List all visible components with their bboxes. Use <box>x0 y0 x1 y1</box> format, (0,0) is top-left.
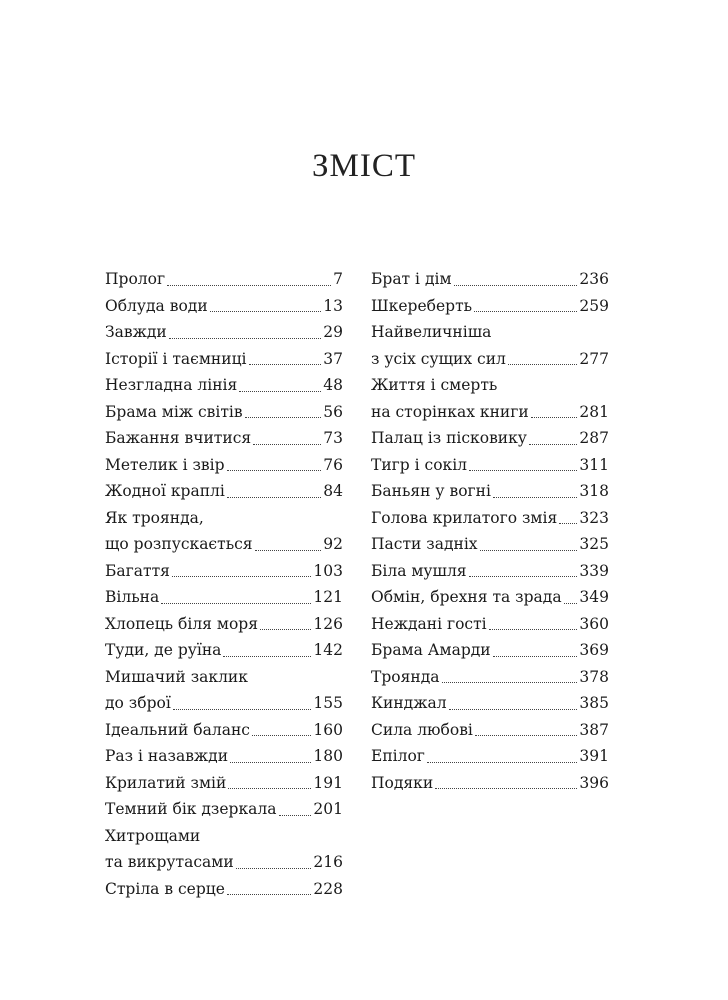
toc-page-number: 360 <box>579 614 609 633</box>
toc-entry[interactable] <box>105 425 343 452</box>
toc-entry-title: Мишачий заклик <box>105 667 248 686</box>
dot-leader <box>469 576 578 577</box>
dot-leader <box>559 523 577 524</box>
toc-page-number: 76 <box>323 455 343 474</box>
page-title: ЗМІСТ <box>311 148 417 184</box>
toc-entry[interactable] <box>371 425 609 452</box>
toc-entry[interactable] <box>105 478 343 505</box>
toc-entry[interactable] <box>371 531 609 558</box>
toc-page-number: 155 <box>313 694 343 712</box>
dot-leader <box>173 709 312 710</box>
toc-entry-title: Тигр і сокіл <box>371 455 468 474</box>
toc-entry-title: Темний бік дзеркала <box>105 800 277 818</box>
toc-entry-title: Найвеличніша <box>371 323 492 341</box>
toc-page-number: 126 <box>313 614 343 633</box>
toc-entry[interactable] <box>105 452 343 479</box>
toc-entry[interactable] <box>371 770 609 797</box>
toc-entry[interactable] <box>371 584 609 611</box>
toc-page-number: 287 <box>579 429 609 447</box>
toc-right-column <box>371 266 609 796</box>
toc-entry-title: Раз і назавжди <box>105 747 229 765</box>
toc-entry[interactable] <box>105 293 343 320</box>
dot-leader <box>161 603 311 604</box>
toc-page-number: 160 <box>313 720 343 739</box>
toc-entry-title: Троянда <box>371 667 440 686</box>
dot-leader <box>249 364 322 365</box>
toc-entry-title: Обмін, брехня та зрада <box>371 588 562 606</box>
toc-entry[interactable] <box>371 266 609 293</box>
dot-leader <box>529 444 577 445</box>
toc-entry-title: на сторінках книги <box>371 402 529 421</box>
dot-leader <box>469 470 577 471</box>
toc-entry-title: Кинджал <box>371 694 447 712</box>
toc-entry-title: Вільна <box>105 588 160 606</box>
toc-entry-title: Бажання вчитися <box>105 429 252 447</box>
toc-page-number: 259 <box>579 296 609 315</box>
toc-page-number: 142 <box>313 641 343 659</box>
toc-page-number: 13 <box>323 296 343 315</box>
toc-page-number: 318 <box>579 482 609 500</box>
toc-page-number: 29 <box>323 323 343 341</box>
toc-page-number: 48 <box>323 376 343 394</box>
dot-leader <box>236 868 312 869</box>
toc-entry-title: Ідеальний баланс <box>105 720 250 739</box>
toc-entry-title: Хитрощами <box>105 826 201 845</box>
dot-leader <box>508 364 578 365</box>
toc-entry-title: Шкереберть <box>371 296 473 315</box>
toc-entry-title: Метелик і звір <box>105 455 225 474</box>
toc-page-number: 103 <box>313 561 343 580</box>
dot-leader <box>493 497 577 498</box>
toc-entry[interactable] <box>105 319 343 346</box>
toc-entry-title: Сила любові <box>371 720 473 739</box>
toc-entry-title: Хлопець біля моря <box>105 614 258 633</box>
dot-leader <box>255 550 322 551</box>
toc-left-column <box>105 266 343 902</box>
toc-entry-title: що розпускається <box>105 535 253 553</box>
toc-page-number: 369 <box>579 641 609 659</box>
toc-entry[interactable] <box>371 505 609 532</box>
toc-entry[interactable] <box>105 717 343 744</box>
dot-leader <box>493 656 578 657</box>
toc-entry[interactable] <box>371 293 609 320</box>
toc-entry-title: Крилатий змій <box>105 773 227 792</box>
toc-entry[interactable] <box>371 717 609 744</box>
toc-page-number: 228 <box>313 879 343 898</box>
toc-entry[interactable] <box>105 796 343 823</box>
toc-entry[interactable] <box>105 743 343 770</box>
toc-entry-title: Пасти задніх <box>371 535 478 553</box>
dot-leader <box>228 788 311 789</box>
toc-page-number: 92 <box>323 535 343 553</box>
toc-page-number: 391 <box>579 747 609 765</box>
toc-page-number: 7 <box>333 270 343 288</box>
dot-leader <box>475 735 578 736</box>
toc-entry[interactable] <box>105 664 343 717</box>
toc-page-number: 385 <box>579 694 609 712</box>
dot-leader <box>279 815 312 816</box>
dot-leader <box>172 576 311 577</box>
dot-leader <box>449 709 578 710</box>
toc-entry[interactable] <box>105 399 343 426</box>
toc-page-number: 277 <box>579 349 609 368</box>
toc-page-number: 73 <box>323 429 343 447</box>
toc-page-number: 339 <box>579 561 609 580</box>
toc-page-number: 191 <box>313 773 343 792</box>
dot-leader <box>442 682 578 683</box>
toc-entry-title: Багаття <box>105 561 170 580</box>
dot-leader <box>252 735 311 736</box>
toc-entry-title: Туди, де руїна <box>105 641 222 659</box>
dot-leader <box>169 338 322 339</box>
toc-entry-title: Епілог <box>371 747 425 765</box>
dot-leader <box>167 285 331 286</box>
toc-page-number: 378 <box>579 667 609 686</box>
dot-leader <box>227 470 322 471</box>
toc-entry[interactable] <box>105 823 343 876</box>
toc-entry[interactable] <box>371 690 609 717</box>
toc-entry[interactable] <box>105 584 343 611</box>
toc-entry[interactable] <box>371 637 609 664</box>
dot-leader <box>227 894 312 895</box>
dot-leader <box>227 497 321 498</box>
dot-leader <box>253 444 321 445</box>
toc-entry-title: Брат і дім <box>371 270 452 288</box>
toc-entry[interactable] <box>371 372 609 425</box>
toc-entry[interactable] <box>371 743 609 770</box>
dot-leader <box>427 762 578 763</box>
toc-entry[interactable] <box>105 770 343 797</box>
toc-entry-title: Пролог <box>105 270 166 288</box>
toc-entry[interactable] <box>371 558 609 585</box>
dot-leader <box>230 762 311 763</box>
toc-entry[interactable] <box>371 452 609 479</box>
dot-leader <box>239 391 321 392</box>
toc-entry[interactable] <box>371 611 609 638</box>
toc-page-number: 37 <box>323 349 343 368</box>
toc-entry-title: Історії і таємниці <box>105 349 247 368</box>
toc-page-number: 387 <box>579 720 609 739</box>
toc-page-number: 216 <box>313 853 343 871</box>
toc-entry[interactable] <box>105 372 343 399</box>
toc-entry-title: Незгладна лінія <box>105 376 238 394</box>
toc-page-number: 323 <box>579 508 609 527</box>
toc-page-number: 84 <box>323 482 343 500</box>
dot-leader <box>454 285 578 286</box>
toc-entry-title: Палац із пісковику <box>371 429 527 447</box>
toc-entry-title: Брама Амарди <box>371 641 491 659</box>
dot-leader <box>489 629 578 630</box>
toc-entry-title: Біла мушля <box>371 561 467 580</box>
toc-page-number: 121 <box>313 588 343 606</box>
dot-leader <box>435 788 577 789</box>
dot-leader <box>564 603 578 604</box>
dot-leader <box>474 311 577 312</box>
toc-entry-title: Баньян у вогні <box>371 482 491 500</box>
toc-page-number: 56 <box>323 402 343 421</box>
dot-leader <box>223 656 311 657</box>
toc-entry-title: Життя і смерть <box>371 376 498 394</box>
toc-page-number: 325 <box>579 535 609 553</box>
dot-leader <box>260 629 311 630</box>
toc-entry[interactable] <box>105 266 343 293</box>
toc-entry[interactable] <box>105 611 343 638</box>
toc-entry-title: Як троянда, <box>105 508 204 527</box>
toc-page-number: 201 <box>313 800 343 818</box>
toc-entry-title: до зброї <box>105 694 171 712</box>
toc-entry-title: Облуда води <box>105 296 208 315</box>
toc-entry[interactable] <box>105 505 343 558</box>
toc-page-number: 396 <box>579 773 609 792</box>
toc-entry-title: Жодної краплі <box>105 482 225 500</box>
toc-entry[interactable] <box>371 478 609 505</box>
toc-entry-title: Неждані гості <box>371 614 487 633</box>
toc-entry-title: Брама між світів <box>105 402 243 421</box>
toc-page-number: 281 <box>579 402 609 421</box>
toc-page-number: 236 <box>579 270 609 288</box>
dot-leader <box>531 417 578 418</box>
toc-entry[interactable] <box>105 346 343 373</box>
dot-leader <box>480 550 578 551</box>
toc-entry-title: Голова крилатого змія <box>371 508 558 527</box>
toc-entry[interactable] <box>371 664 609 691</box>
dot-leader <box>210 311 322 312</box>
toc-entry-title: Стріла в серце <box>105 879 225 898</box>
toc-entry-title: Подяки <box>371 773 434 792</box>
toc-entry-title: Завжди <box>105 323 167 341</box>
toc-entry-title: та викрутасами <box>105 853 234 871</box>
toc-entry[interactable] <box>105 876 343 903</box>
toc-page-number: 311 <box>579 455 609 474</box>
toc-entry[interactable] <box>371 319 609 372</box>
toc-entry[interactable] <box>105 558 343 585</box>
toc-entry[interactable] <box>105 637 343 664</box>
toc-entry-title: з усіх сущих сил <box>371 349 506 368</box>
dot-leader <box>245 417 322 418</box>
toc-page-number: 349 <box>579 588 609 606</box>
toc-page-number: 180 <box>313 747 343 765</box>
